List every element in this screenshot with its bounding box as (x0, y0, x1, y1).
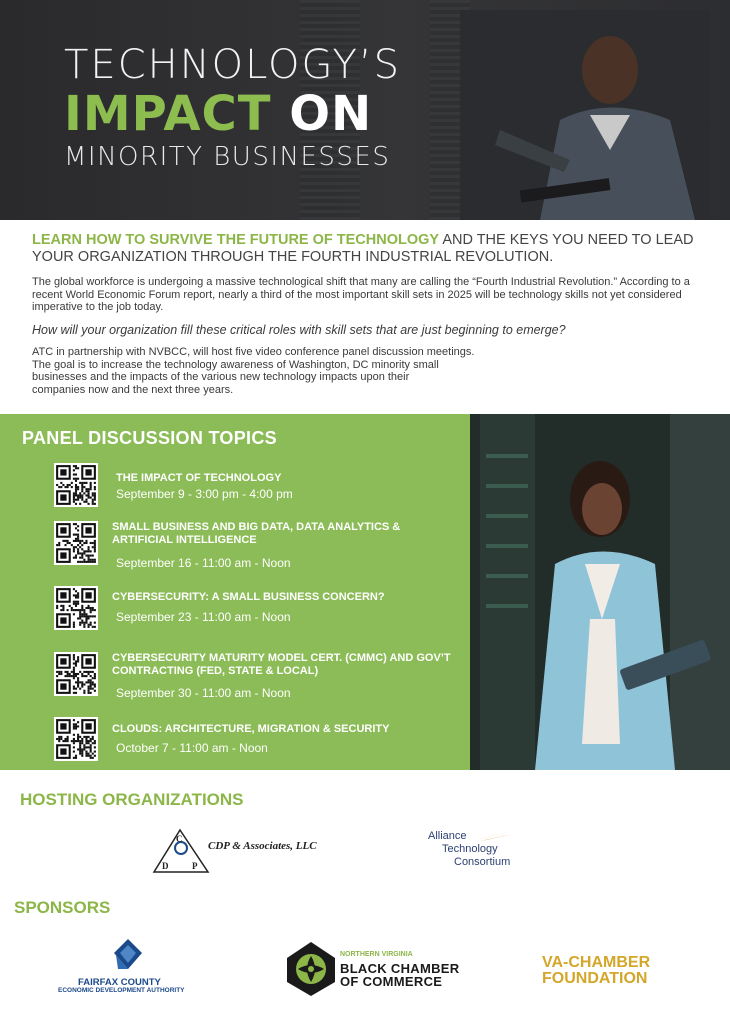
topic-title: CLOUDS: ARCHITECTURE, MIGRATION & SECURITY (112, 723, 390, 735)
bcc-line-1: NORTHERN VIRGINIA (340, 951, 413, 958)
hosting-title: HOSTING ORGANIZATIONS (20, 790, 244, 809)
fairfax-line-1: FAIRFAX COUNTY (78, 977, 161, 988)
svg-text:C: C (176, 834, 183, 844)
topic-date: September 9 - 3:00 pm - 4:00 pm (116, 487, 293, 501)
paragraph-2-line: ATC in partnership with NVBCC, will host five video conference panel discussion meetings. (32, 346, 475, 358)
va-chamber-foundation-logo (542, 955, 650, 987)
topic-date: September 30 - 11:00 am - Noon (116, 686, 291, 700)
man-using-tablet-photo (460, 10, 710, 220)
paragraph-2-line: companies now and the next three years. (32, 383, 234, 396)
black-chamber-logo (285, 940, 337, 998)
atc-logo (428, 830, 538, 869)
panel-section (0, 414, 730, 770)
title-line-minority-businesses: MINORITY BUSINESSES (64, 142, 391, 172)
intro-headline (32, 232, 704, 266)
svg-text:P: P (192, 861, 198, 871)
swoosh-icon (476, 828, 516, 842)
sponsors-title: SPONSORS (14, 898, 111, 917)
paragraph-2-line: businesses and the impacts of the various new technology impacts upon their (32, 371, 410, 383)
title-on-word: ON (289, 86, 373, 142)
woman-with-tablet-photo (470, 414, 730, 770)
va-line-2: FOUNDATION (542, 970, 648, 987)
intro-section (32, 232, 704, 406)
intro-question: How will your organization fill these critical roles with skill sets that are just beginning to emerge? (32, 322, 566, 337)
topic-date: September 23 - 11:00 am - Noon (116, 610, 291, 624)
title-line-impact-on (64, 86, 401, 142)
topic-title: SMALL BUSINESS AND BIG DATA, DATA ANALYTICS & ARTIFICIAL INTELLIGENCE (112, 521, 401, 546)
fairfax-county-logo (58, 937, 198, 973)
intro-paragraph-1: The global workforce is undergoing a massive technological shift that many are calling the “Fourth Industrial Revolution.” According to a recent World Economic Forum report, nearly a third of the most important skill sets in 2025 will be technology skills not yet considered imperative to the job today. (32, 276, 690, 313)
panel-title: PANEL DISCUSSION TOPICS (22, 428, 277, 448)
cdp-associates-name: CDP & Associates, LLC (208, 840, 317, 852)
va-line-1: VA-CHAMBER (542, 954, 651, 971)
bcc-line-2: BLACK CHAMBER (340, 961, 460, 976)
qr-code-icon[interactable] (54, 521, 98, 565)
svg-text:D: D (162, 861, 169, 871)
atc-line: Alliance (428, 830, 467, 842)
topic-title: CYBERSECURITY: A SMALL BUSINESS CONCERN? (112, 591, 385, 603)
topic-title: THE IMPACT OF TECHNOLOGY (116, 472, 282, 484)
qr-code-icon[interactable] (54, 586, 98, 630)
intro-paragraph-2 (32, 346, 704, 396)
topic-date: September 16 - 11:00 am - Noon (116, 556, 291, 570)
bcc-line-3: OF COMMERCE (340, 974, 443, 989)
headline-rest: AND THE KEYS YOU NEED TO LEAD YOUR ORGANIZATION THROUGH THE FOURTH INDUSTRIAL REVOLUTION. (32, 232, 694, 265)
topic-date: October 7 - 11:00 am - Noon (116, 741, 268, 755)
fairfax-line-2: ECONOMIC DEVELOPMENT AUTHORITY (58, 987, 185, 994)
panel-topics-box (0, 414, 470, 770)
title-line-technologys: TECHNOLOGY’S (64, 42, 402, 88)
qr-code-icon[interactable] (54, 652, 98, 696)
title-impact-word: IMPACT (64, 86, 272, 142)
topic-title: CYBERSECURITY MATURITY MODEL CERT. (CMMC) AND GOV’T CONTRACTING (FED, STATE & LOCAL) (112, 652, 451, 677)
hero-title (64, 44, 401, 172)
qr-code-icon[interactable] (54, 463, 98, 507)
atc-line: Technology (442, 843, 498, 855)
paragraph-2-line: The goal is to increase the technology awareness of Washington, DC minority small (32, 358, 439, 371)
headline-highlight: LEARN HOW TO SURVIVE THE FUTURE OF TECHNOLOGY (32, 232, 440, 248)
hero-banner (0, 0, 730, 220)
qr-code-icon[interactable] (54, 717, 98, 761)
atc-line: Consortium (454, 856, 511, 868)
